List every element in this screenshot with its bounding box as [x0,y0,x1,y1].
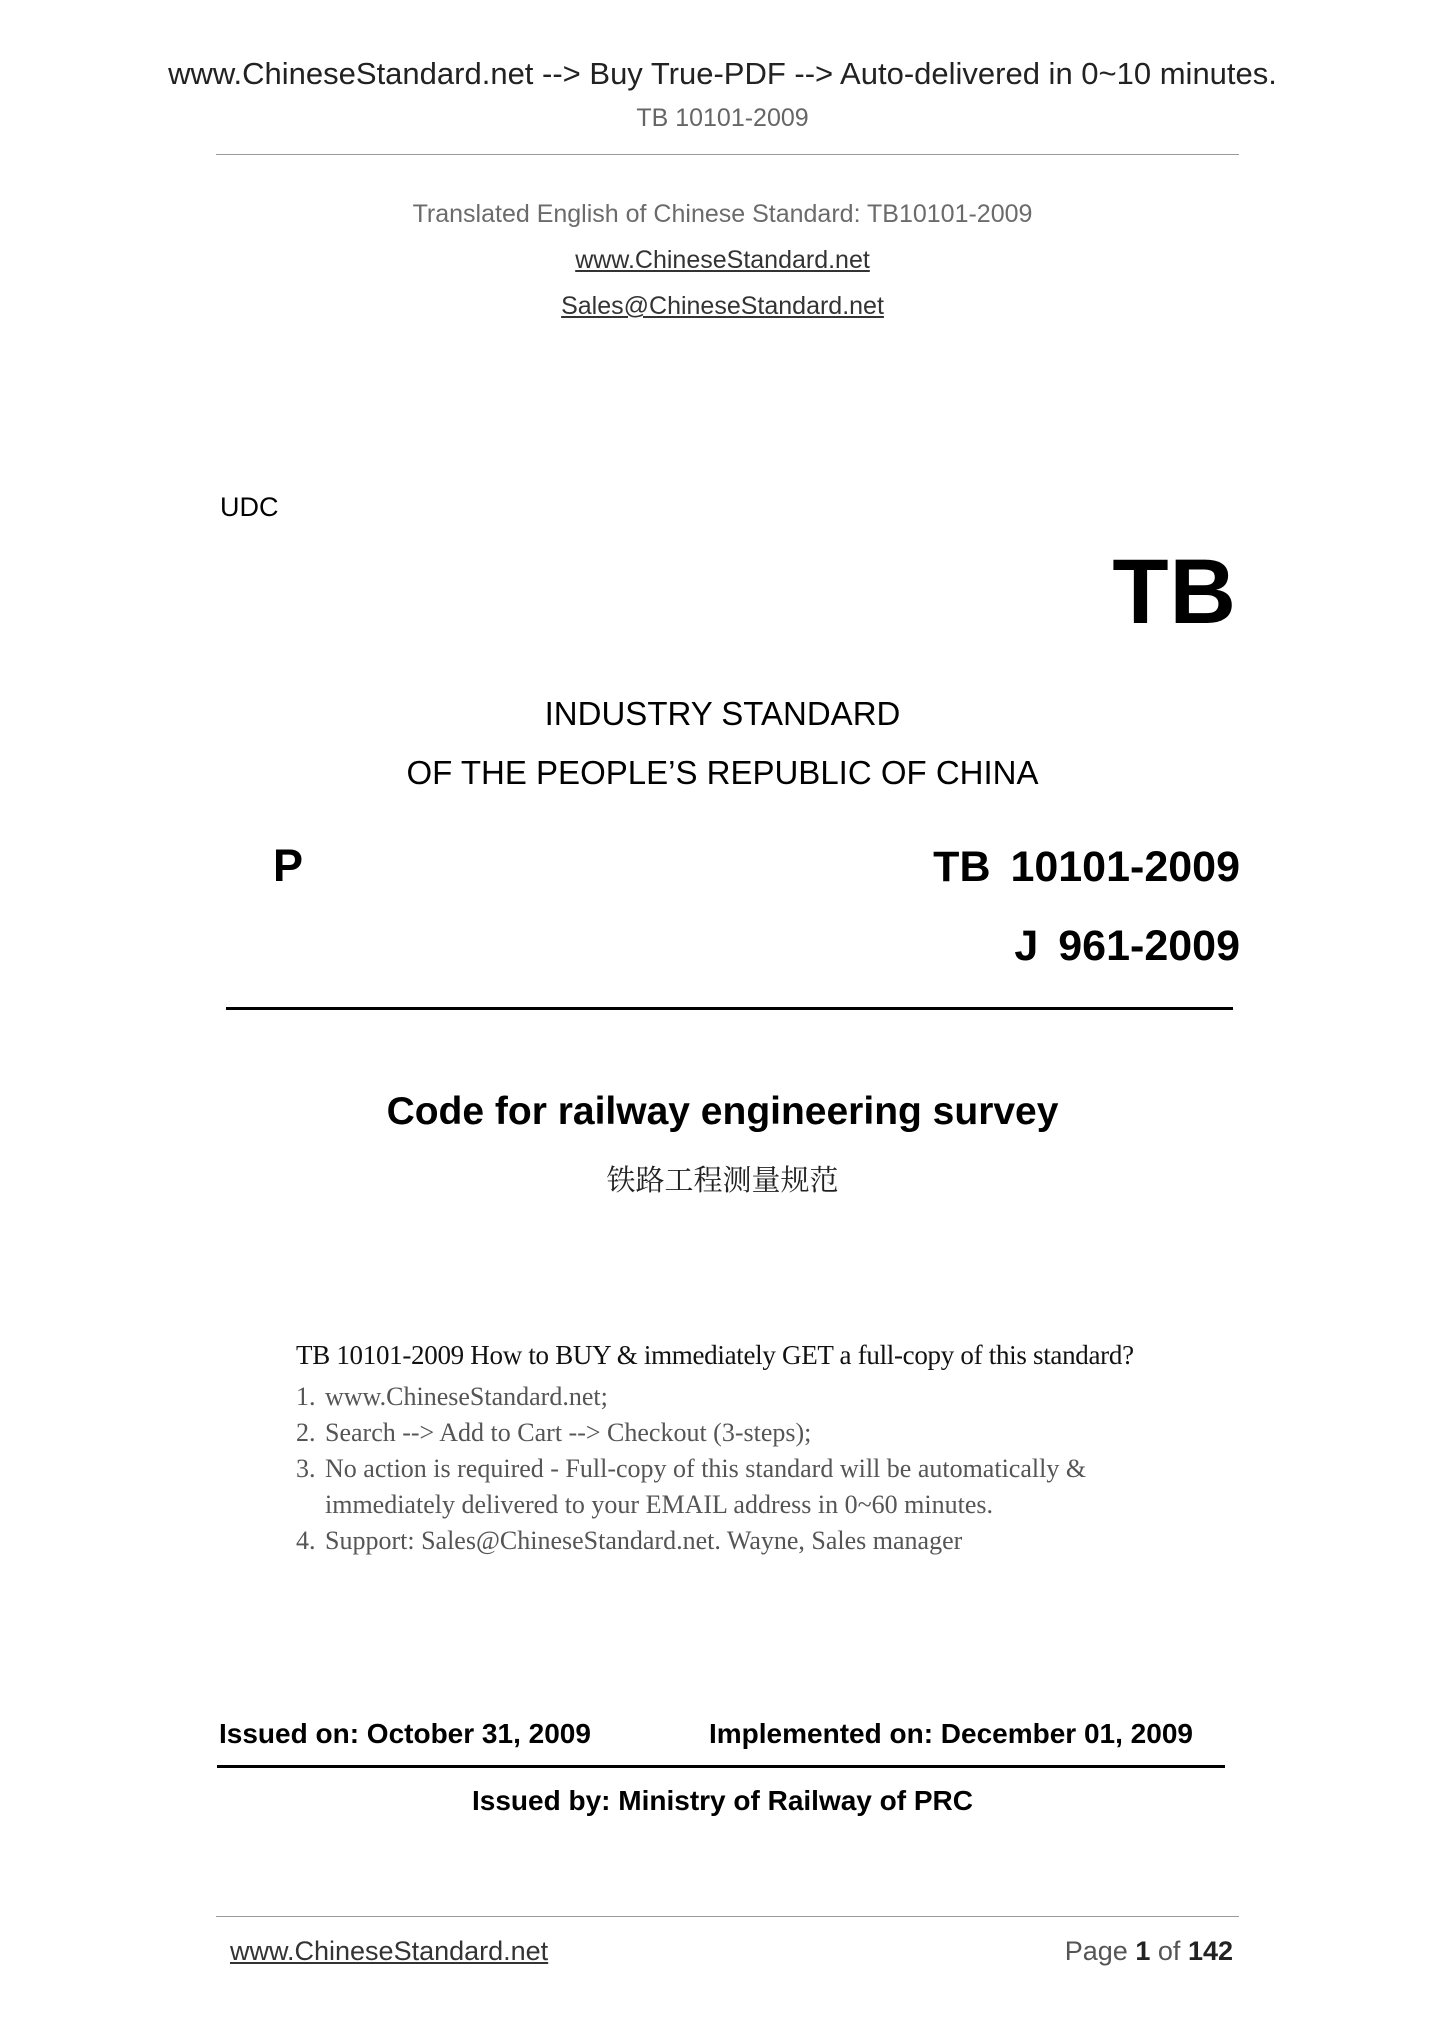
classification-letter: P [273,840,304,891]
industry-standard-line1: INDUSTRY STANDARD [544,695,901,732]
step-text: www.ChineseStandard.net; [325,1382,608,1411]
document-title: Code for railway engineering survey [386,1090,1059,1133]
page-of: of [1157,1936,1181,1966]
industry-standard-line2: OF THE PEOPLE’S REPUBLIC OF CHINA [406,754,1039,791]
step-text: Support: Sales@ChineseStandard.net. Wayne, Sales manager [325,1526,963,1555]
issue-divider [217,1765,1225,1768]
page-total: 142 [1187,1936,1233,1966]
step-text: No action is required - Full-copy of this standard will be automatically & immediately delivered to your EMAIL address in 0~60 minutes. [325,1454,1087,1519]
document-title-chinese: 铁路工程测量规范 [606,1163,839,1197]
page-label: Page [1064,1936,1128,1966]
purchase-step [296,1379,1196,1415]
standard-code-secondary: J 961-2009 [1014,922,1240,970]
purchase-step [296,1523,1196,1559]
step-number: 1. [296,1382,316,1411]
step-number: 3. [296,1454,316,1483]
tb-mark: TB [1112,541,1237,643]
issuing-authority: Issued by: Ministry of Railway of PRC [472,1785,973,1816]
step-number: 4. [296,1526,316,1555]
header-standard-code: TB 10101-2009 [636,104,809,132]
header-banner: www.ChineseStandard.net --> Buy True-PDF --> Auto-delivered in 0~10 minutes. [168,56,1277,91]
email-link[interactable]: Sales@ChineseStandard.net [561,292,884,320]
page-indicator [1065,1936,1233,1967]
purchase-step [296,1415,1196,1451]
footer-divider [216,1916,1239,1917]
header-divider [216,154,1239,155]
translation-note: Translated English of Chinese Standard: TB10101-2009 [412,200,1033,228]
website-link[interactable]: www.ChineseStandard.net [575,246,870,274]
purchase-step [296,1451,1196,1523]
purchase-steps [296,1379,1196,1559]
page-current: 1 [1135,1936,1151,1966]
purchase-instructions [296,1340,1196,1559]
standard-code-primary: TB 10101-2009 [933,843,1240,891]
code-divider [226,1007,1233,1010]
footer-website-link[interactable]: www.ChineseStandard.net [230,1936,549,1966]
issued-date: Issued on: October 31, 2009 [219,1718,591,1749]
step-number: 2. [296,1418,316,1447]
purchase-question: TB 10101-2009 How to BUY & immediately GET a full-copy of this standard? [296,1340,1134,1370]
implemented-date: Implemented on: December 01, 2009 [709,1718,1193,1749]
udc-label: UDC [220,492,279,522]
step-text: Search --> Add to Cart --> Checkout (3-steps); [325,1418,812,1447]
